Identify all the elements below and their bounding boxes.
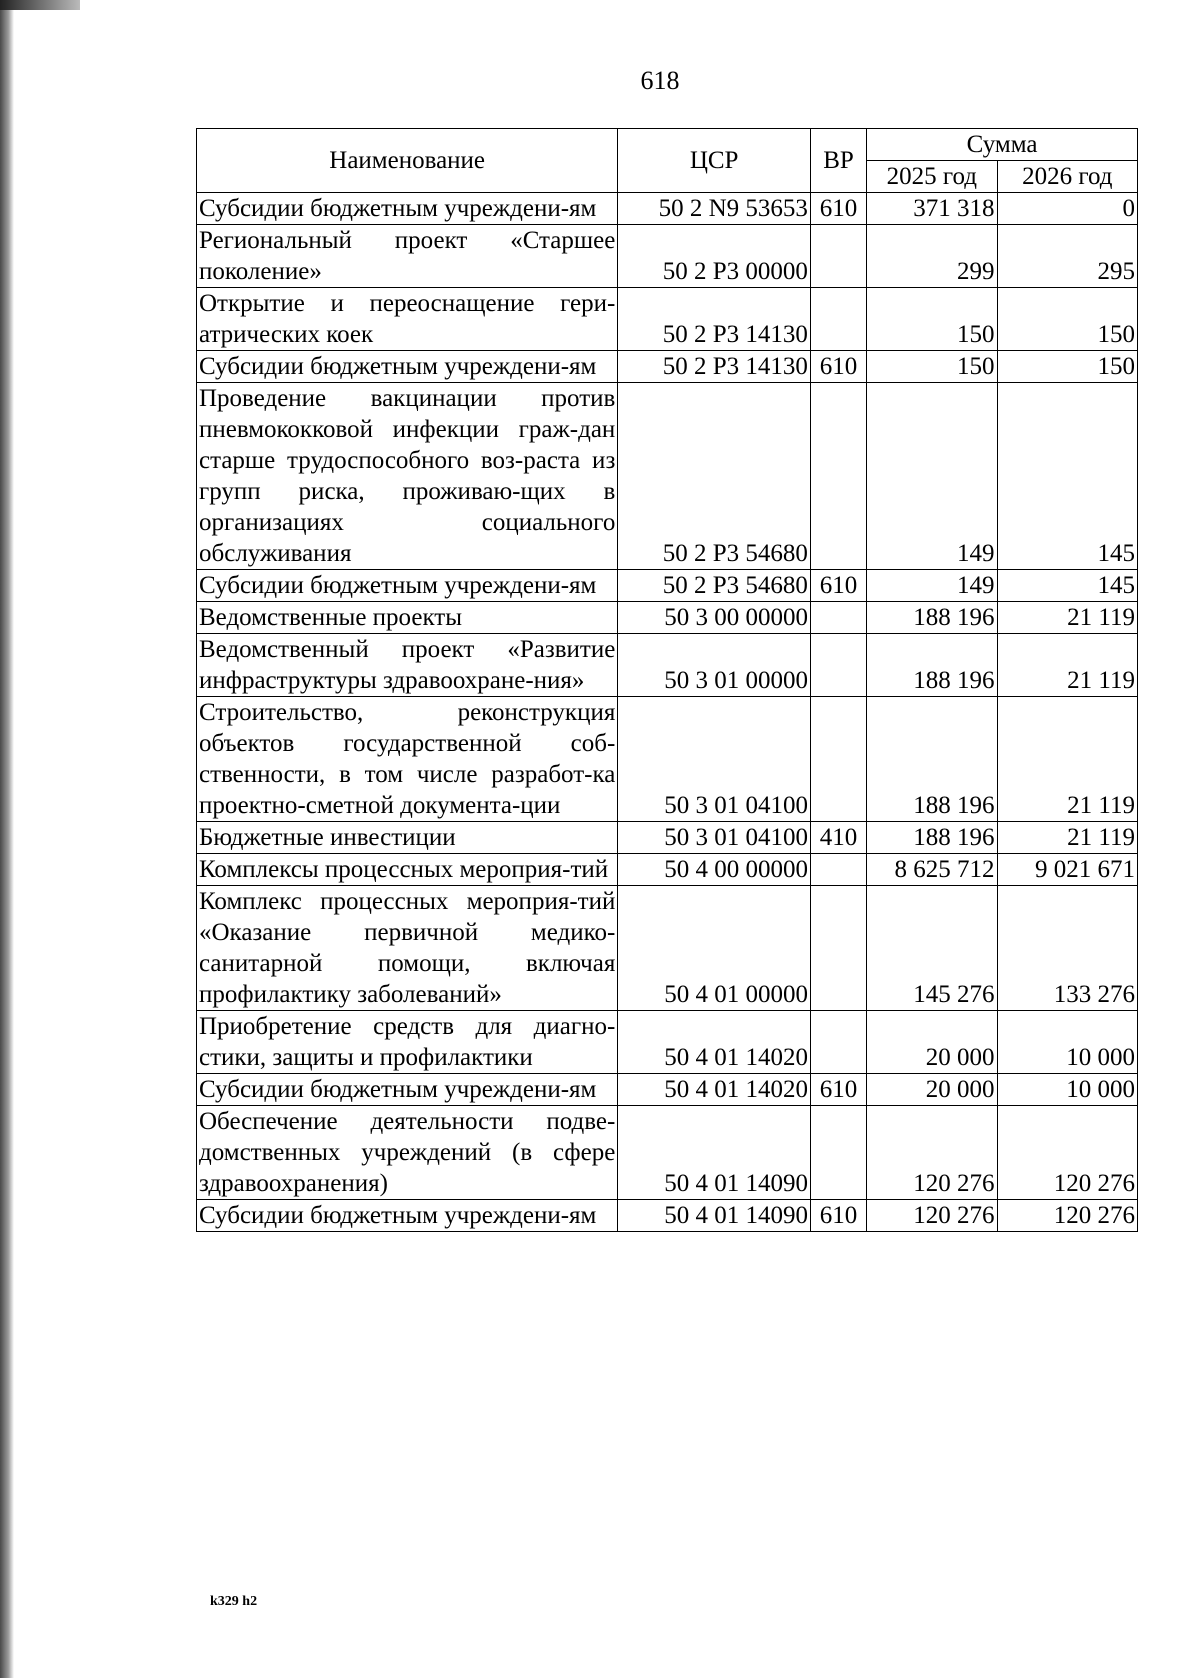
budget-table [196,128,1138,1232]
table-row [197,383,1138,570]
table-row [197,886,1138,1011]
row-vr [810,383,866,570]
page-number: 618 [640,66,680,95]
row-sum-2025: 150 [867,351,997,383]
row-name: Комплексы процессных мероприя-тий [197,854,618,886]
row-vr [810,634,866,697]
row-vr [810,886,866,1011]
row-sum-2026: 150 [997,288,1137,351]
row-vr [810,225,866,288]
row-sum-2026: 295 [997,225,1137,288]
row-name: Приобретение средств для диагно-стики, защиты и профилактики [197,1011,618,1074]
row-sum-2026: 0 [997,193,1137,225]
row-csr: 50 2 P3 54680 [618,383,811,570]
table-row [197,1074,1138,1106]
scan-shadow-left [0,0,14,1678]
header-year-2025: 2025 год [867,161,997,193]
row-csr: 50 3 00 00000 [618,602,811,634]
row-vr: 610 [810,351,866,383]
row-sum-2026: 21 119 [997,822,1137,854]
table-row [197,1011,1138,1074]
row-csr: 50 3 01 04100 [618,822,811,854]
row-vr: 410 [810,822,866,854]
row-name: Строительство, реконструкция объектов государственной соб-ственности, в том числе разработ-ка проектно-сметной документа-ции [197,697,618,822]
scan-shadow-top [0,0,80,10]
row-name: Обеспечение деятельности подве-домственных учреждений (в сфере здравоохранения) [197,1106,618,1200]
row-csr: 50 3 01 00000 [618,634,811,697]
row-name: Комплекс процессных мероприя-тий «Оказание первичной медико-санитарной помощи, включая профилактику заболеваний» [197,886,618,1011]
table-row [197,1106,1138,1200]
row-sum-2025: 299 [867,225,997,288]
row-vr [810,288,866,351]
row-csr: 50 2 P3 14130 [618,351,811,383]
row-sum-2025: 8 625 712 [867,854,997,886]
row-sum-2026: 21 119 [997,697,1137,822]
footer-code: k329 h2 [210,1594,258,1609]
row-sum-2025: 120 276 [867,1200,997,1232]
row-name: Субсидии бюджетным учреждени-ям [197,351,618,383]
row-csr: 50 4 01 14090 [618,1106,811,1200]
header-year-2026: 2026 год [997,161,1137,193]
table-body [197,193,1138,1232]
row-name: Бюджетные инвестиции [197,822,618,854]
row-sum-2025: 145 276 [867,886,997,1011]
row-vr: 610 [810,570,866,602]
row-csr: 50 2 P3 00000 [618,225,811,288]
table-row [197,634,1138,697]
row-name: Региональный проект «Старшее поколение» [197,225,618,288]
row-name: Ведомственные проекты [197,602,618,634]
row-name: Субсидии бюджетным учреждени-ям [197,570,618,602]
row-csr: 50 2 P3 54680 [618,570,811,602]
row-vr [810,854,866,886]
row-csr: 50 2 N9 53653 [618,193,811,225]
row-sum-2026: 21 119 [997,602,1137,634]
row-sum-2026: 10 000 [997,1011,1137,1074]
table-row [197,570,1138,602]
row-name: Открытие и переоснащение гери-атрических коек [197,288,618,351]
row-sum-2025: 20 000 [867,1011,997,1074]
row-sum-2026: 120 276 [997,1200,1137,1232]
row-sum-2026: 150 [997,351,1137,383]
row-sum-2026: 10 000 [997,1074,1137,1106]
row-name: Проведение вакцинации против пневмококковой инфекции граж-дан старше трудоспособного воз-раста из групп риска, проживаю-щих в организациях социального обслуживания [197,383,618,570]
row-name: Ведомственный проект «Развитие инфраструктуры здравоохране-ния» [197,634,618,697]
row-vr [810,602,866,634]
row-sum-2025: 20 000 [867,1074,997,1106]
row-sum-2025: 188 196 [867,602,997,634]
row-sum-2026: 145 [997,570,1137,602]
header-csr: ЦСР [618,129,811,193]
table-row [197,854,1138,886]
table-row [197,697,1138,822]
table-row [197,351,1138,383]
row-sum-2025: 120 276 [867,1106,997,1200]
row-vr: 610 [810,1074,866,1106]
row-csr: 50 4 01 14020 [618,1011,811,1074]
header-sum: Сумма [867,129,1138,161]
row-sum-2025: 188 196 [867,822,997,854]
row-sum-2025: 188 196 [867,634,997,697]
row-csr: 50 4 01 14090 [618,1200,811,1232]
row-sum-2025: 150 [867,288,997,351]
row-csr: 50 4 01 14020 [618,1074,811,1106]
header-name: Наименование [197,129,618,193]
header-vr: ВР [810,129,866,193]
row-sum-2025: 149 [867,570,997,602]
row-sum-2026: 133 276 [997,886,1137,1011]
row-sum-2025: 149 [867,383,997,570]
row-sum-2026: 120 276 [997,1106,1137,1200]
table-row [197,1200,1138,1232]
row-csr: 50 4 00 00000 [618,854,811,886]
table-row [197,193,1138,225]
row-vr [810,1106,866,1200]
row-vr: 610 [810,193,866,225]
row-csr: 50 4 01 00000 [618,886,811,1011]
table-header [197,129,1138,193]
row-sum-2026: 21 119 [997,634,1137,697]
row-name: Субсидии бюджетным учреждени-ям [197,1074,618,1106]
table-row [197,225,1138,288]
row-vr [810,697,866,822]
row-sum-2025: 188 196 [867,697,997,822]
row-sum-2026: 145 [997,383,1137,570]
row-sum-2025: 371 318 [867,193,997,225]
row-sum-2026: 9 021 671 [997,854,1137,886]
row-vr: 610 [810,1200,866,1232]
row-csr: 50 2 P3 14130 [618,288,811,351]
row-csr: 50 3 01 04100 [618,697,811,822]
row-vr [810,1011,866,1074]
table-row [197,822,1138,854]
table-row [197,288,1138,351]
row-name: Субсидии бюджетным учреждени-ям [197,1200,618,1232]
table-row [197,602,1138,634]
row-name: Субсидии бюджетным учреждени-ям [197,193,618,225]
